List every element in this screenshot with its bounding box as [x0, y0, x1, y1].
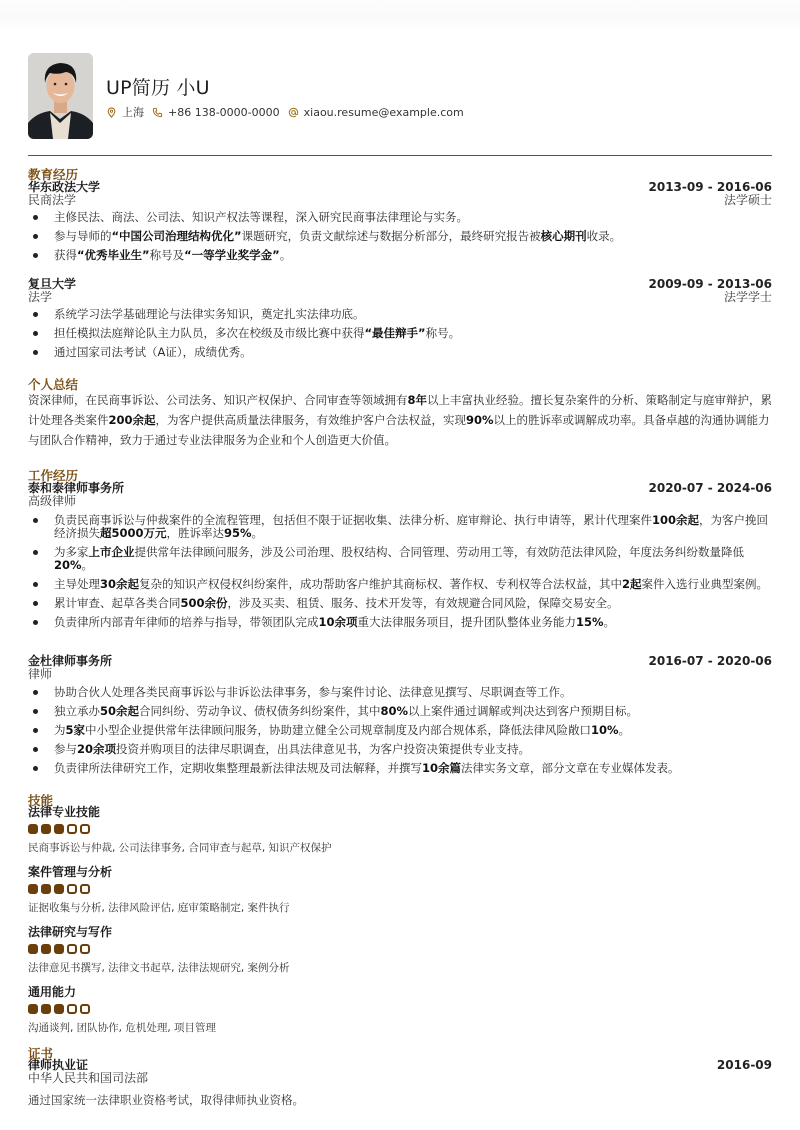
filled-dot-icon: [54, 824, 64, 834]
filled-dot-icon: [54, 1004, 64, 1014]
bullet-item: 为5家中小型企业提供常年法律顾问服务，协助建立健全公司规章制度及内部合规体系，降低法律风险敞口10%。: [28, 724, 772, 737]
bullet-item: 为多家上市企业提供常年法律顾问服务，涉及公司治理、股权结构、合同管理、劳动用工等，有效防范法律风险，年度法务纠纷数量降低20%。: [28, 546, 772, 572]
job-role: 律师: [28, 667, 53, 681]
section-title-certificates: 证书: [28, 1046, 54, 1061]
certificate-date: 2016-09: [716, 1058, 772, 1072]
contact-email[interactable]: [288, 106, 464, 119]
skill-level-rating: [28, 1004, 93, 1014]
skill-level-rating: [28, 884, 93, 894]
filled-dot-icon: [54, 884, 64, 894]
top-shade: [0, 0, 800, 30]
education-bullets: [28, 308, 772, 365]
bullet-item: 主导处理30余起复杂的知识产权侵权纠纷案件，成功帮助客户维护其商标权、著作权、专利权等合法权益，其中2起案件入选行业典型案例。: [28, 578, 772, 591]
education-bullets: [28, 211, 772, 268]
skill-items: 证据收集与分析, 法律风险评估, 庭审策略制定, 案件执行: [28, 902, 290, 914]
bullet-item: 参与导师的“中国公司治理结构优化”课题研究，负责文献综述与数据分析部分，最终研究报告被核心期刊收录。: [28, 230, 772, 243]
bullet-item: 累计审查、起草各类合同500余份，涉及买卖、租赁、服务、技术开发等，有效规避合同风险，保障交易安全。: [28, 597, 772, 610]
bullet-item: 协助合伙人处理各类民商事诉讼与非诉讼法律事务，参与案件讨论、法律意见撰写、尽职调查等工作。: [28, 686, 772, 699]
filled-dot-icon: [28, 824, 38, 834]
empty-dot-icon: [80, 1004, 90, 1014]
bullet-item: 参与20余项投资并购项目的法律尽职调查，出具法律意见书，为客户投资决策提供专业支持。: [28, 743, 772, 756]
header-divider: [28, 155, 772, 156]
bullet-item: 系统学习法学基础理论与法律实务知识，奠定扎实法律功底。: [28, 308, 772, 321]
phone-icon: [152, 107, 163, 118]
school-name: 华东政法大学: [28, 180, 101, 194]
summary-text: 资深律师，在民商事诉讼、公司法务、知识产权保护、合同审查等领域拥有8年以上丰富执业经验。擅长复杂案件的分析、策略制定与庭审辩护，累计处理各类案件200余起，为客户提供高质量法律服务，有效维护客户合法权益，实现90%以上的胜诉率或调解成功率。具备卓越的沟通协调能力与团队合作精神，致力于通过专业法律服务为企业和个人创造更大价值。: [28, 393, 773, 447]
skill-group-name: 案件管理与分析: [28, 865, 113, 879]
section-title-summary: 个人总结: [28, 377, 79, 392]
skill-group-name: 通用能力: [28, 985, 77, 999]
skill-items: 民商事诉讼与仲裁, 公司法律事务, 合同审查与起草, 知识产权保护: [28, 842, 332, 854]
avatar-photo: [28, 53, 93, 139]
empty-dot-icon: [80, 824, 90, 834]
empty-dot-icon: [67, 824, 77, 834]
section-title-skills: 技能: [28, 793, 54, 808]
filled-dot-icon: [54, 944, 64, 954]
skill-items: 沟通谈判, 团队协作, 危机处理, 项目管理: [28, 1022, 217, 1034]
bullet-item: 担任模拟法庭辩论队主力队员，多次在校级及市级比赛中获得“最佳辩手”称号。: [28, 327, 772, 340]
skill-level-rating: [28, 824, 93, 834]
work-bullets: [28, 514, 772, 635]
filled-dot-icon: [28, 944, 38, 954]
filled-dot-icon: [28, 884, 38, 894]
education-degree: 法学硕士: [723, 193, 772, 207]
bullet-item: 负责民商事诉讼与仲裁案件的全流程管理，包括但不限于证据收集、法律分析、庭审辩论、执行申请等，累计代理案件100余起，为客户挽回经济损失超5000万元，胜诉率达95%。: [28, 514, 772, 540]
skill-level-rating: [28, 944, 93, 954]
contact-location: [106, 104, 144, 120]
email-text: xiaou.resume@example.com: [303, 105, 464, 119]
contact-phone[interactable]: [152, 106, 280, 119]
education-degree: 法学学士: [723, 290, 772, 304]
certificate-issuer: 中华人民共和国司法部: [28, 1071, 149, 1085]
empty-dot-icon: [67, 944, 77, 954]
company-name: 泰和泰律师事务所: [28, 481, 125, 495]
filled-dot-icon: [41, 1004, 51, 1014]
bullet-item: 主修民法、商法、公司法、知识产权法等课程，深入研究民商事法律理论与实务。: [28, 211, 772, 224]
empty-dot-icon: [80, 884, 90, 894]
work-dates: 2020-07 - 2024-06: [648, 481, 772, 495]
empty-dot-icon: [80, 944, 90, 954]
skill-group-name: 法律研究与写作: [28, 925, 113, 939]
at-sign-icon: [288, 107, 299, 118]
certificate-name: 律师执业证: [28, 1058, 89, 1072]
work-bullets: [28, 686, 772, 781]
skill-items: 法律意见书撰写, 法律文书起草, 法律法规研究, 案例分析: [28, 962, 290, 974]
certificate-description: 通过国家统一法律职业资格考试，取得律师执业资格。: [28, 1093, 304, 1107]
filled-dot-icon: [41, 884, 51, 894]
company-name: 金杜律师事务所: [28, 654, 113, 668]
resume-header: [28, 53, 772, 141]
location-pin-icon: [106, 107, 117, 118]
school-name: 复旦大学: [28, 277, 77, 291]
bullet-item: 通过国家司法考试（A证），成绩优秀。: [28, 346, 772, 359]
bullet-item: 负责律所内部青年律师的培养与指导，带领团队完成10余项重大法律服务项目，提升团队整体业务能力15%。: [28, 616, 772, 629]
education-dates: 2009-09 - 2013-06: [648, 277, 772, 291]
empty-dot-icon: [67, 1004, 77, 1014]
empty-dot-icon: [67, 884, 77, 894]
bullet-item: 负责律所法律研究工作，定期收集整理最新法律法规及司法解释，并撰写10余篇法律实务文章，部分文章在专业媒体发表。: [28, 762, 772, 775]
section-title-work: 工作经历: [28, 468, 79, 483]
section-title-education: 教育经历: [28, 167, 79, 182]
location-text: 上海: [122, 106, 144, 119]
filled-dot-icon: [41, 944, 51, 954]
school-major: 法学: [28, 290, 53, 304]
filled-dot-icon: [28, 1004, 38, 1014]
education-dates: 2013-09 - 2016-06: [648, 180, 772, 194]
filled-dot-icon: [41, 824, 51, 834]
school-major: 民商法学: [28, 193, 77, 207]
candidate-name: UP简历 小U: [106, 77, 210, 99]
contact-info: [106, 104, 472, 120]
bullet-item: 获得“优秀毕业生”称号及“一等学业奖学金”。: [28, 249, 772, 262]
skill-group-name: 法律专业技能: [28, 805, 101, 819]
bullet-item: 独立承办50余起合同纠纷、劳动争议、债权债务纠纷案件，其中80%以上案件通过调解或判决达到客户预期目标。: [28, 705, 772, 718]
phone-text: +86 138-0000-0000: [168, 105, 280, 119]
job-role: 高级律师: [28, 494, 77, 508]
work-dates: 2016-07 - 2020-06: [648, 654, 772, 668]
